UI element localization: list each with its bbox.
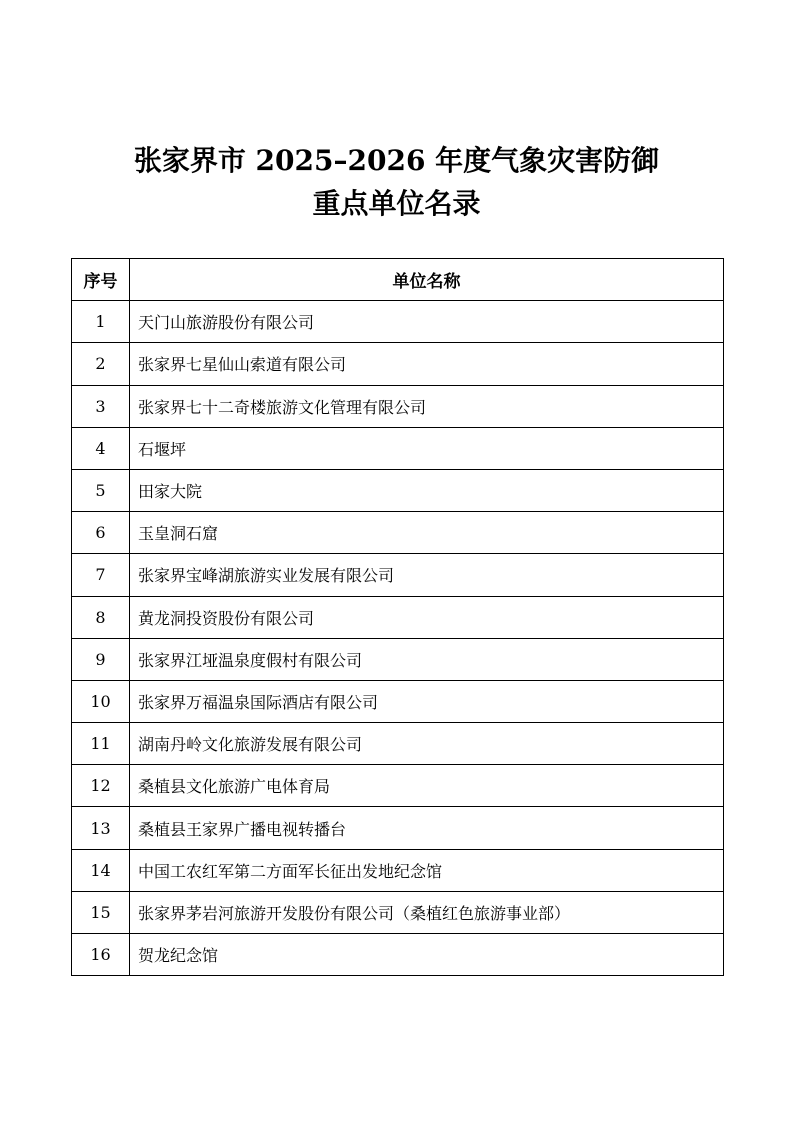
table-row [72, 385, 724, 427]
header-name: 单位名称 [130, 259, 724, 301]
table-row [72, 343, 724, 385]
table-row [72, 680, 724, 722]
row-index: 12 [72, 765, 130, 807]
row-index: 8 [72, 596, 130, 638]
row-unit-name: 张家界七十二奇楼旅游文化管理有限公司 [130, 385, 724, 427]
row-unit-name: 张家界宝峰湖旅游实业发展有限公司 [130, 554, 724, 596]
document-subtitle: 重点单位名录 [312, 187, 481, 220]
row-unit-name: 天门山旅游股份有限公司 [130, 301, 724, 343]
row-index: 5 [72, 469, 130, 511]
row-unit-name: 张家界万福温泉国际酒店有限公司 [130, 680, 724, 722]
table-row [72, 765, 724, 807]
row-index: 4 [72, 427, 130, 469]
table-row [72, 596, 724, 638]
row-unit-name: 中国工农红军第二方面军长征出发地纪念馆 [130, 849, 724, 891]
table-row [72, 638, 724, 680]
table-row [72, 849, 724, 891]
row-unit-name: 贺龙纪念馆 [130, 934, 724, 976]
row-index: 2 [72, 343, 130, 385]
row-index: 15 [72, 891, 130, 933]
row-index: 14 [72, 849, 130, 891]
table-row [72, 512, 724, 554]
table-row [72, 469, 724, 511]
row-index: 16 [72, 934, 130, 976]
header-index: 序号 [72, 259, 130, 301]
table-header-row [72, 259, 724, 301]
document-title: 张家界市 2025–2026 年度气象灾害防御 [133, 144, 660, 177]
table-row [72, 891, 724, 933]
row-index: 13 [72, 807, 130, 849]
table-row [72, 301, 724, 343]
row-unit-name: 桑植县王家界广播电视转播台 [130, 807, 724, 849]
records-table [71, 258, 724, 976]
row-unit-name: 桑植县文化旅游广电体育局 [130, 765, 724, 807]
row-index: 7 [72, 554, 130, 596]
table-row [72, 554, 724, 596]
row-unit-name: 黄龙洞投资股份有限公司 [130, 596, 724, 638]
row-index: 1 [72, 301, 130, 343]
row-index: 11 [72, 723, 130, 765]
row-unit-name: 张家界江垭温泉度假村有限公司 [130, 638, 724, 680]
row-unit-name: 张家界七星仙山索道有限公司 [130, 343, 724, 385]
row-index: 9 [72, 638, 130, 680]
row-unit-name: 玉皇洞石窟 [130, 512, 724, 554]
row-unit-name: 湖南丹岭文化旅游发展有限公司 [130, 723, 724, 765]
row-unit-name: 田家大院 [130, 469, 724, 511]
table-row [72, 427, 724, 469]
row-unit-name: 石堰坪 [130, 427, 724, 469]
table-row [72, 807, 724, 849]
row-index: 6 [72, 512, 130, 554]
table-row [72, 934, 724, 976]
row-index: 3 [72, 385, 130, 427]
row-unit-name: 张家界茅岩河旅游开发股份有限公司（桑植红色旅游事业部） [130, 891, 724, 933]
table-row [72, 723, 724, 765]
row-index: 10 [72, 680, 130, 722]
